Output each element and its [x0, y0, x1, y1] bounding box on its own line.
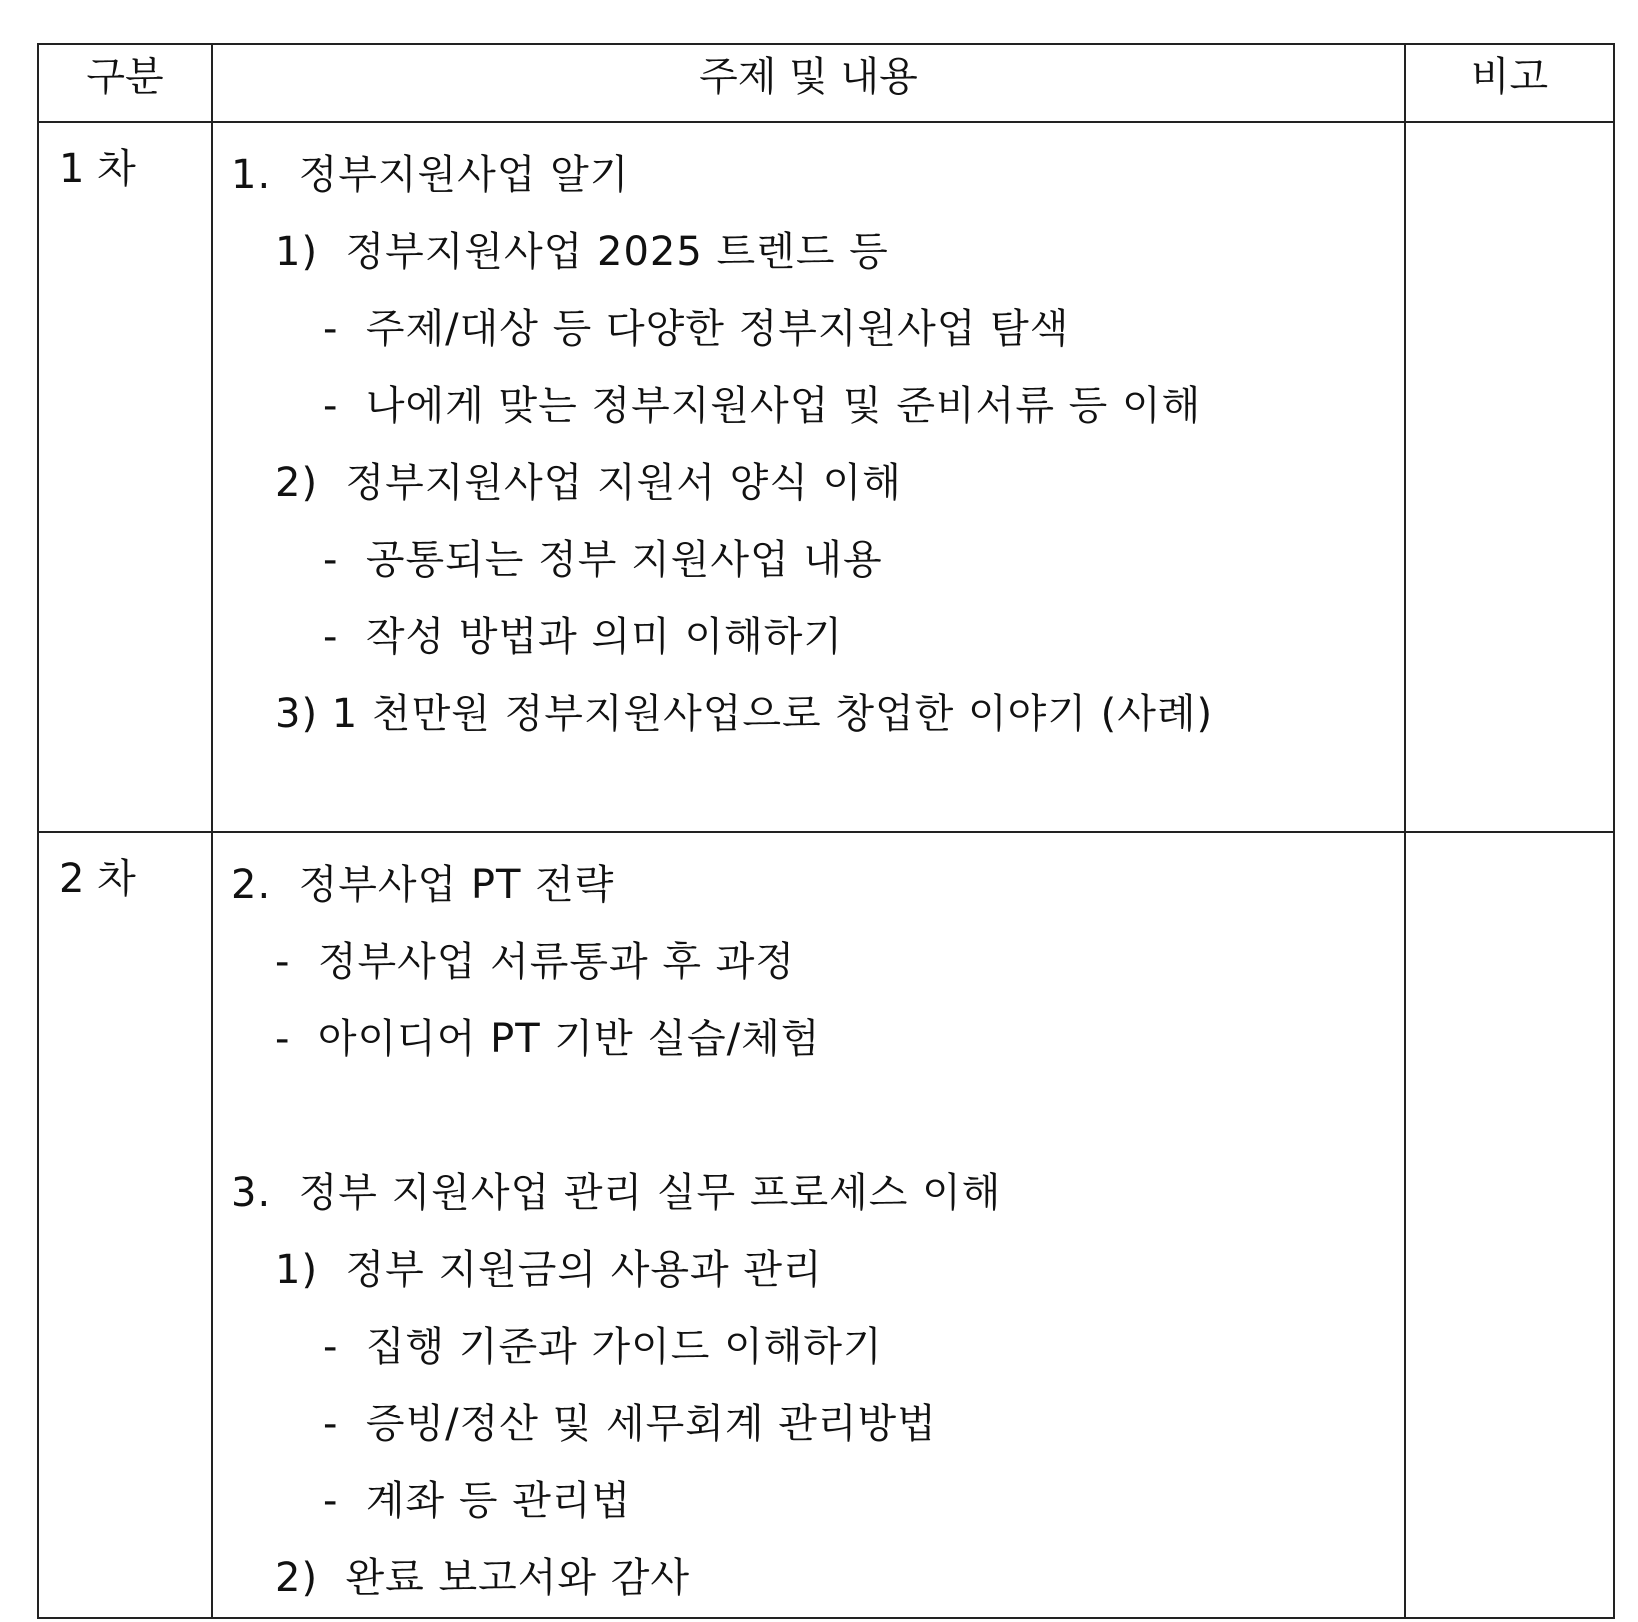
- curriculum-table: [37, 43, 1615, 1619]
- session-content: [212, 832, 1405, 1618]
- content-line: - 주제/대상 등 다양한 정부지원사업 탐색: [323, 306, 1070, 352]
- blank-line: [231, 1078, 1404, 1155]
- table-row-session-1: [38, 122, 1614, 832]
- header-remarks: 비고: [1405, 44, 1614, 122]
- session-content: [212, 122, 1405, 832]
- content-line: - 증빙/정산 및 세무회계 관리방법: [323, 1401, 937, 1447]
- content-line: 1. 정부지원사업 알기: [231, 152, 630, 198]
- content-line: 2. 정부사업 PT 전략: [231, 862, 615, 908]
- content-line: 1) 정부지원사업 2025 트렌드 등: [275, 229, 889, 275]
- session-label: 2 차: [38, 832, 212, 1618]
- table-header-row: [38, 44, 1614, 122]
- content-line: - 정부사업 서류통과 후 과정: [275, 939, 796, 985]
- content-line: 1) 정부 지원금의 사용과 관리: [275, 1247, 823, 1293]
- content-line: 2) 정부지원사업 지원서 양식 이해: [275, 460, 902, 506]
- content-line: - 공통되는 정부 지원사업 내용: [323, 537, 883, 583]
- remarks-cell: [1405, 122, 1614, 832]
- content-line: - 아이디어 PT 기반 실습/체험: [275, 1016, 821, 1062]
- content-line: 3) 1 천만원 정부지원사업으로 창업한 이야기 (사례): [275, 691, 1214, 737]
- content-line: - 작성 방법과 의미 이해하기: [323, 614, 844, 660]
- content-line: - 집행 기준과 가이드 이해하기: [323, 1324, 883, 1370]
- content-line: 3. 정부 지원사업 관리 실무 프로세스 이해: [231, 1170, 1002, 1216]
- session-label: 1 차: [38, 122, 212, 832]
- table-row-session-2: [38, 832, 1614, 1618]
- header-category: 구분: [38, 44, 212, 122]
- remarks-cell: [1405, 832, 1614, 1618]
- content-line: 2) 완료 보고서와 감사: [275, 1555, 691, 1601]
- content-line: - 계좌 등 관리법: [323, 1478, 632, 1524]
- content-line: - 나에게 맞는 정부지원사업 및 준비서류 등 이해: [323, 383, 1202, 429]
- header-topic: 주제 및 내용: [212, 44, 1405, 122]
